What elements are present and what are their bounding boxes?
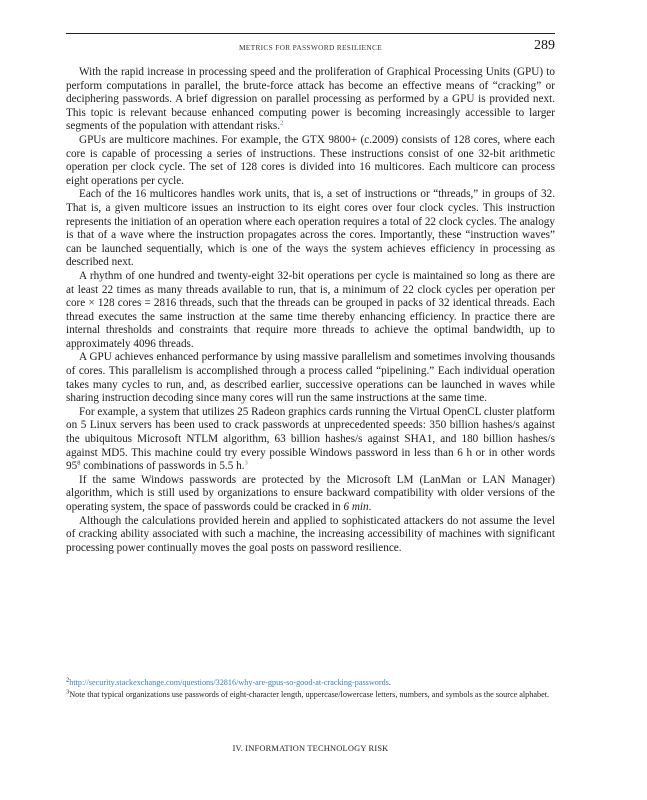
paragraph-8: Although the calculations provided herein and applied to sophisticated attackers do not assume the level of cracking ability associated with such a machine, the increasing accessibility of machines with significant processing power continually moves the goal posts on password resilience. [66,514,555,554]
footnote-3 [66,689,555,701]
paragraph-6: For example, a system that utilizes 25 Radeon graphics cards running the Virtual OpenCL cluster platform on 5 Linux servers has been used to crack passwords at unprecedented speeds: 350 billion hashes/s against the ubiquitous Microsoft NTLM algorithm, 63 billion hashes/s against SHA1, and 180 billion hashes/s against MD5. This machine could try every possible Windows password in less than 6 h or in other words $95^8$ combinations of passwords in 5.5 h.$^3$ [66,405,555,473]
paragraph-4: A rhythm of one hundred and twenty-eight 32-bit operations per cycle is maintained so long as there are at least 22 times as many threads available to run, that is, a minimum of 22 clock cycles per operation per core × 128 cores = 2816 threads, such that the threads can be grouped in packs of 32 identical threads. Each thread executes the same instruction at the same time thereby enhancing efficiency. In practice there are internal thresholds and constraints that require more threads to achieve the optimal bandwidth, up to approximately 4096 threads. [66,269,555,350]
emphasis-6-min: 6 min [343,501,369,513]
footnote-marker: 2 [66,676,70,684]
footnote-link[interactable]: http://security.stackexchange.com/questions/32816/why-are-gpus-so-good-at-cracking-passwords [69,678,389,687]
page-number: 289 [534,38,555,53]
running-title: METRICS FOR PASSWORD RESILIENCE [238,43,383,52]
footnote-text: Note that typical organizations use passwords of eight-character length, uppercase/lowercase letters, numbers, and symbols as the source alphabet. [69,690,550,700]
section-footer: IV. INFORMATION TECHNOLOGY RISK [232,744,389,753]
footnote-marker: 3 [66,688,70,696]
footnote-2: $^2$http://security.stackexchange.com/questions/32816/why-are-gpus-so-good-at-cracking-passwords. [66,676,391,687]
footnote-ref-2[interactable]: 2 [280,119,284,127]
paragraph-7: If the same Windows passwords are protected by the Microsoft LM (LanMan or LAN Manager) algorithm, which is still used by organizations to ensure backward compatibility with older versions of the operating system, the space of passwords could be cracked in 6 min. [66,473,555,513]
header-rule [66,33,555,34]
body-text [66,66,555,555]
paragraph-1: With the rapid increase in processing speed and the proliferation of Graphical Processing Units (GPU) to perform computations in parallel, the brute-force attack has become an effective means of “cracking” or deciphering passwords. A brief digression on parallel processing as performed by a GPU is provided next. This topic is relevant because enhanced computing power is becoming increasingly accessible to larger segments of the population with attendant risks.$^2$ [66,66,555,133]
paragraph-5: A GPU achieves enhanced performance by using massive parallelism and sometimes involving thousands of cores. This parallelism is accomplished through a process called “pipelining.” Each individual operation takes many cycles to run, and, as described earlier, successive operations can be launched in waves while sharing instruction decoding since many cores will run the same instructions at the same time. [66,351,555,405]
footnote-ref-3[interactable]: 3 [244,459,248,467]
paragraph-2: GPUs are multicore machines. For example, the GTX 9800+ (c.2009) consists of 128 cores, where each core is capable of processing a series of instructions. These instructions consist of one 32-bit arithmetic operation per clock cycle. The set of 128 cores is divided into 16 multicores. Each multicore can process eight operations per cycle. [66,133,555,187]
exponent: 8 [77,459,81,467]
footnotes [66,677,555,701]
running-head [66,40,555,56]
paragraph-3: Each of the 16 multicores handles work units, that is, a set of instructions or “threads,” in groups of 32. That is, a given multicore issues an instruction to its eight cores over four clock cycles. This instruction represents the initiation of an operation where each operation requires a total of 22 clock cycles. The analogy is that of a wave where the instruction propagates across the cores. Importantly, these “instruction waves” can be launched sequentially, which is one of the ways the system achieves efficiency in processing as described next. [66,188,555,269]
